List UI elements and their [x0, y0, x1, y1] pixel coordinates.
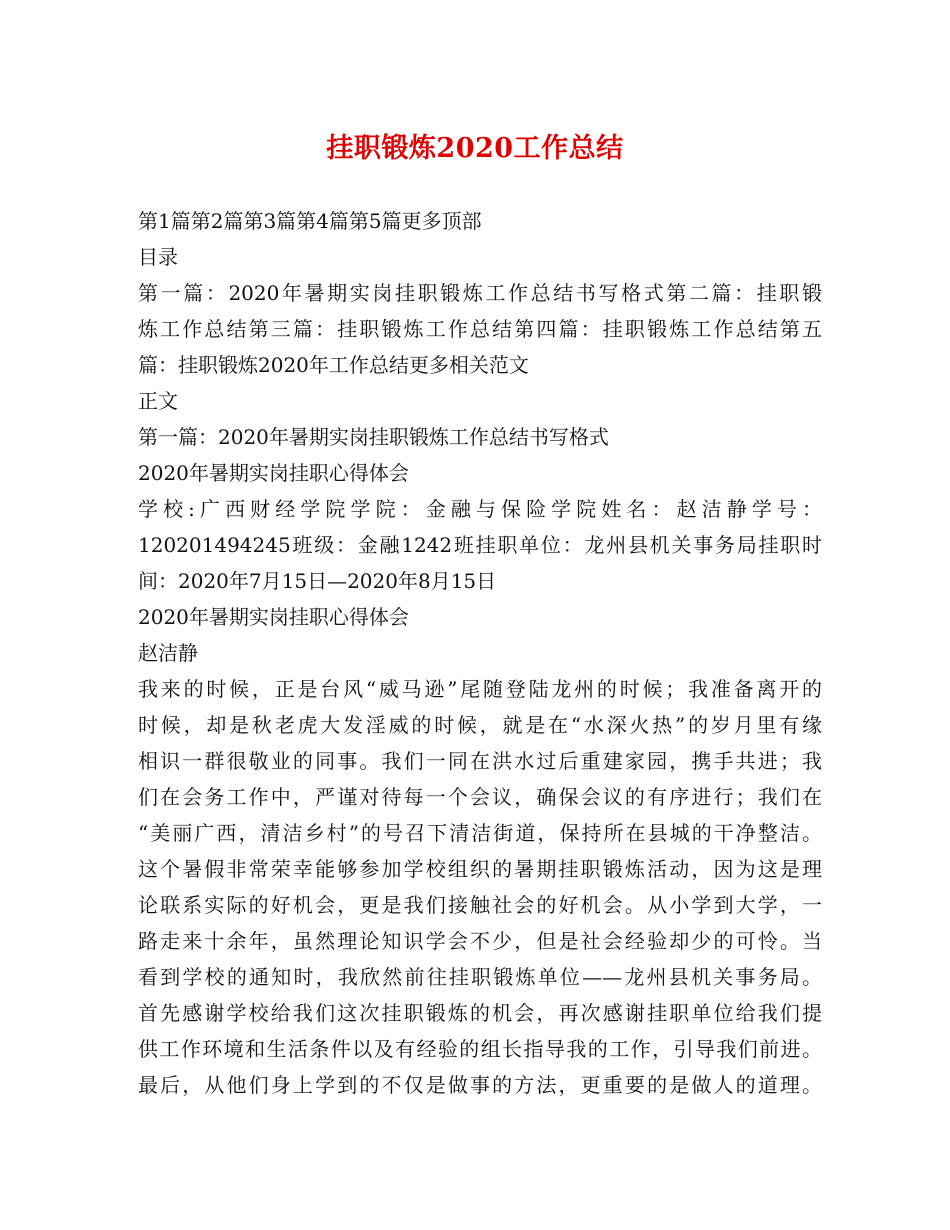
document-body — [138, 203, 822, 1103]
author-info-line: 学校:广西财经学院学院：金融与保险学院姓名：赵洁静学号： — [138, 497, 822, 521]
paragraph-line: 相识一群很敬业的同事。我们一同在洪水过后重建家园，携手共进；我 — [138, 749, 822, 773]
paragraph-line: 时候，却是秋老虎大发淫威的时候，就是在“水深火热”的岁月里有缘 — [138, 713, 822, 737]
nav-links-line: 第1篇第2篇第3篇第4篇第5篇更多顶部 — [138, 209, 482, 233]
toc-heading: 目录 — [138, 245, 178, 269]
paragraph-line: 路走来十余年，虽然理论知识学会不少，但是社会经验却少的可怜。当 — [138, 929, 822, 953]
toc-line: 篇：挂职锻炼2020年工作总结更多相关范文 — [138, 353, 529, 377]
toc-line: 第一篇：2020年暑期实岗挂职锻炼工作总结书写格式第二篇：挂职锻 — [138, 281, 822, 305]
paragraph-line: 看到学校的通知时，我欣然前往挂职锻炼单位——龙州县机关事务局。 — [138, 965, 822, 989]
author-name: 赵洁静 — [138, 641, 198, 665]
article-subtitle: 2020年暑期实岗挂职心得体会 — [138, 461, 409, 485]
author-info-line: 间：2020年7月15日—2020年8月15日 — [138, 569, 497, 593]
paragraph-line: 供工作环境和生活条件以及有经验的组长指导我的工作，引导我们前进。 — [138, 1037, 822, 1061]
paragraph-line: 我来的时候，正是台风“威马逊”尾随登陆龙州的时候；我准备离开的 — [138, 677, 822, 701]
paragraph-line: 首先感谢学校给我们这次挂职锻炼的机会，再次感谢挂职单位给我们提 — [138, 1001, 822, 1025]
author-info-line: 120201494245班级：金融1242班挂职单位：龙州县机关事务局挂职时 — [138, 533, 822, 557]
article-heading: 第一篇：2020年暑期实岗挂职锻炼工作总结书写格式 — [138, 425, 609, 449]
paragraph-line: “美丽广西，清洁乡村”的号召下清洁街道，保持所在县城的干净整洁。 — [138, 821, 822, 845]
document-title: 挂职锻炼2020工作总结 — [326, 133, 624, 164]
body-heading: 正文 — [138, 389, 178, 413]
paragraph-line: 们在会务工作中，严谨对待每一个会议，确保会议的有序进行；我们在 — [138, 785, 822, 809]
paragraph-line: 论联系实际的好机会，更是我们接触社会的好机会。从小学到大学，一 — [138, 893, 822, 917]
article-subtitle: 2020年暑期实岗挂职心得体会 — [138, 605, 409, 629]
paragraph-line: 最后，从他们身上学到的不仅是做事的方法，更重要的是做人的道理。 — [138, 1073, 822, 1097]
toc-line: 炼工作总结第三篇：挂职锻炼工作总结第四篇：挂职锻炼工作总结第五 — [138, 317, 822, 341]
paragraph-line: 这个暑假非常荣幸能够参加学校组织的暑期挂职锻炼活动，因为这是理 — [138, 857, 822, 881]
